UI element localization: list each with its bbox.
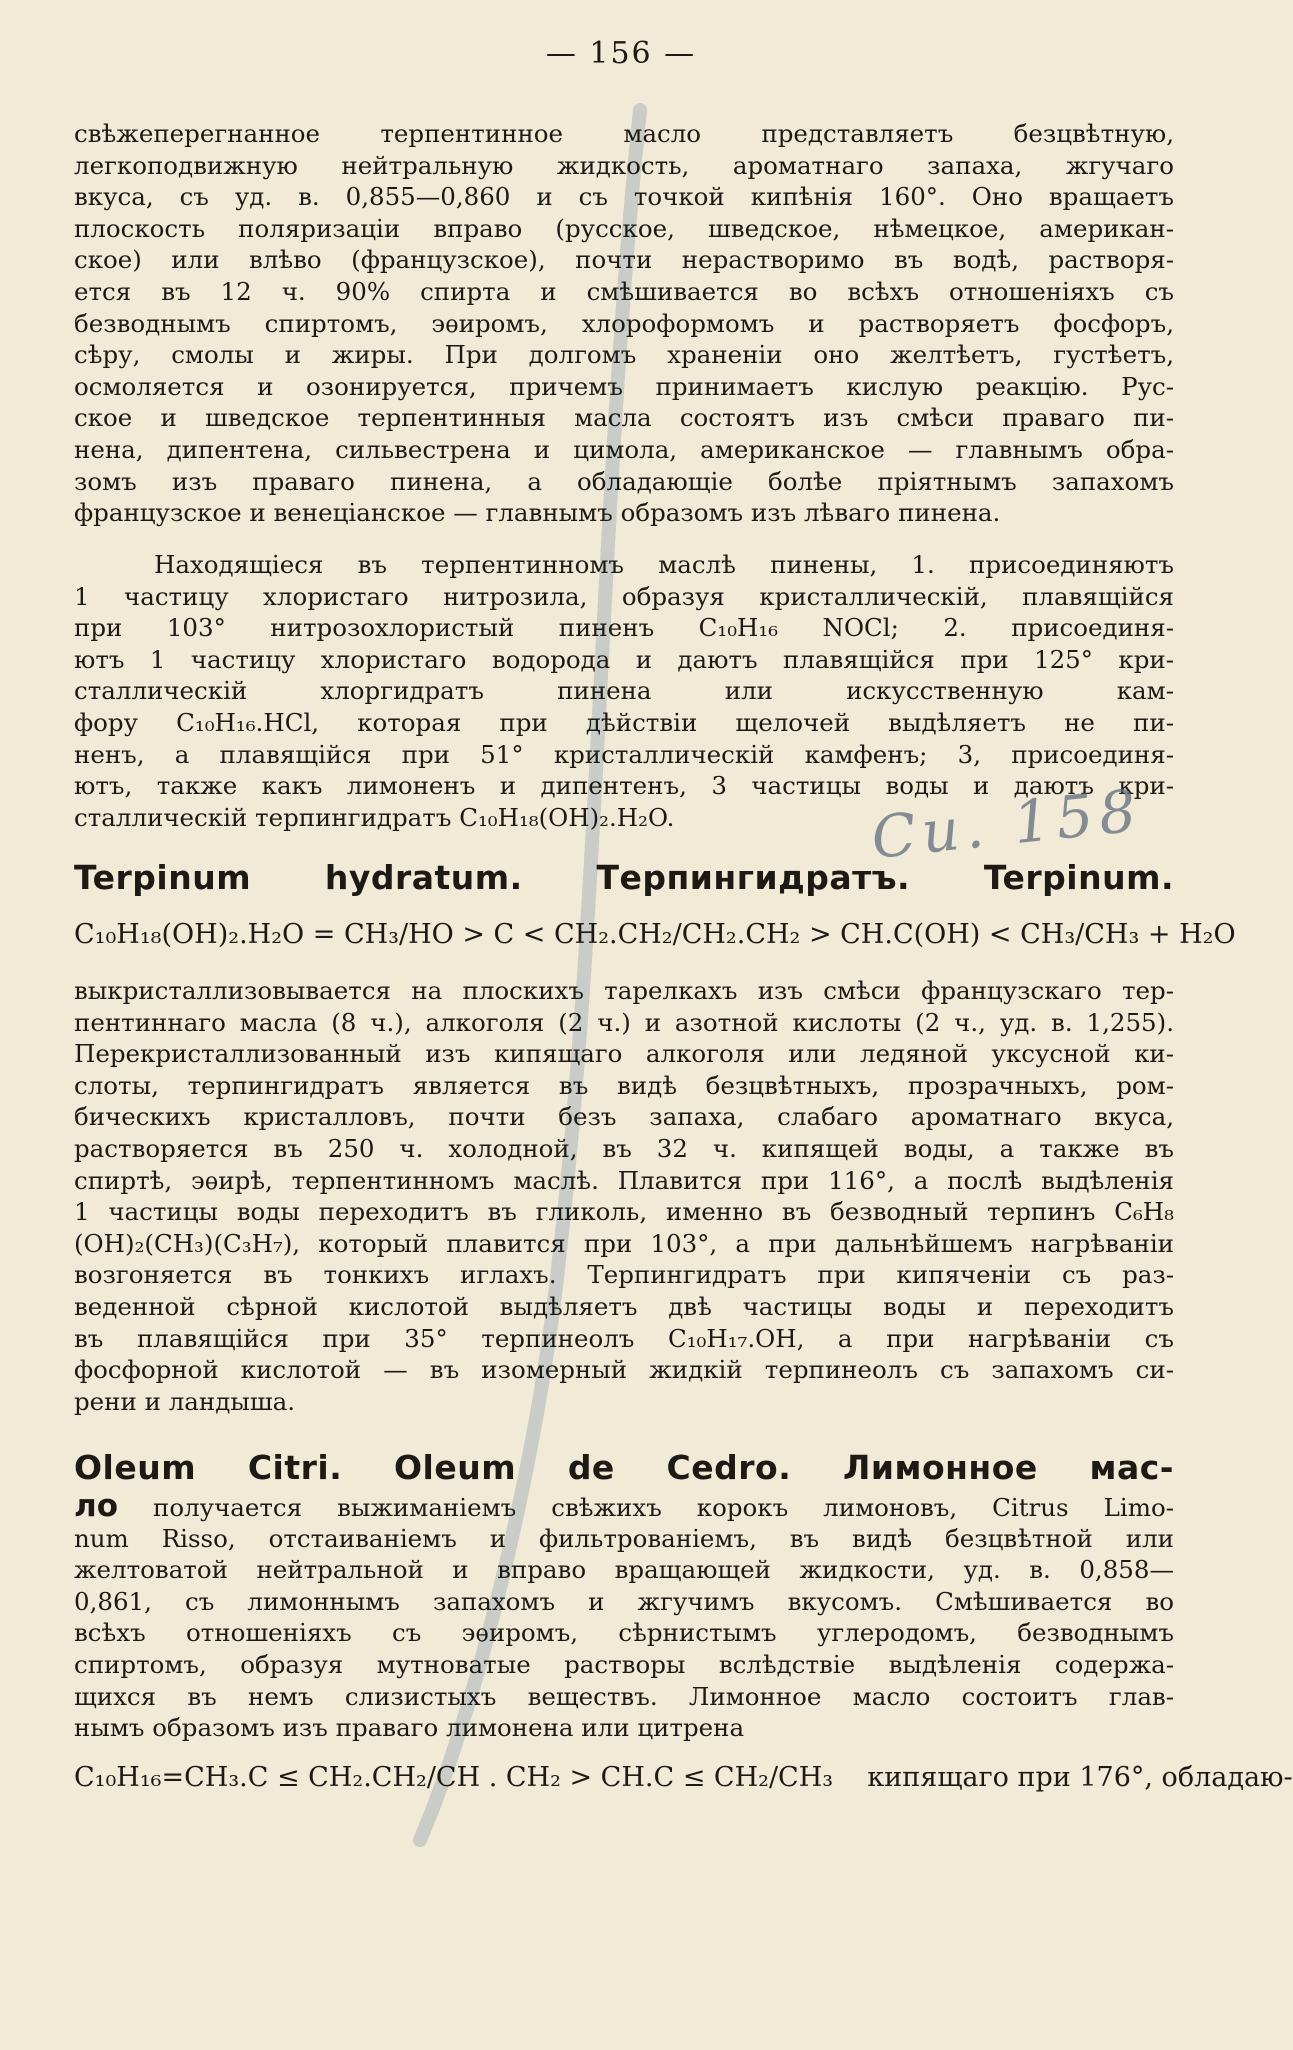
text-line: сѣру, смолы и жиры. При долгомъ храненіи оно желтѣетъ, густѣетъ, xyxy=(74,340,1174,370)
text-line: 1 частицы воды переходитъ въ гликоль, именно въ безводный терпинъ C₆H₈ xyxy=(74,1197,1174,1227)
text-line: рени и ландыша. xyxy=(74,1386,296,1416)
text-line: фосфорной кислотой — въ изомерный жидкій терпинеолъ съ запахомъ си- xyxy=(74,1355,1174,1385)
text-line: при 103° нитрозохлористый пиненъ C₁₀H₁₆ NOCl; 2. присоединя- xyxy=(74,613,1174,643)
text-line: (OH)₂(CH₃)(C₃H₇), который плавится при 103°, а при дальнѣйшемъ нагрѣваніи xyxy=(74,1228,1174,1258)
text-line: ется въ 12 ч. 90% спирта и смѣшивается во всѣхъ отношеніяхъ съ xyxy=(74,276,1174,306)
text-line: 1 частицу хлористаго нитрозила, образуя кристаллическій, плавящійся xyxy=(74,581,1174,611)
chemical-formula-limonene xyxy=(74,1744,1293,1812)
text-line: безводнымъ спиртомъ, эѳиромъ, хлороформомъ и растворяетъ фосфоръ, xyxy=(74,308,1174,338)
text-line: нымъ образомъ изъ праваго лимонена или цитрена xyxy=(74,1713,745,1743)
text-line: выкристаллизовывается на плоскихъ тарелкахъ изъ смѣси французскаго тер- xyxy=(74,976,1174,1005)
text-line: нена, дипентена, сильвестрена и цимола, американское — главнымъ обра- xyxy=(74,434,1174,464)
text-line: бическихъ кристалловъ, почти безъ запаха, слабаго ароматнаго вкуса, xyxy=(74,1102,1174,1132)
paragraph-turpentine-properties xyxy=(74,118,1174,529)
oleum-citri-block xyxy=(74,1445,1293,1812)
text-line: пентиннаго масла (8 ч.), алкоголя (2 ч.) и азотной кислоты (2 ч., уд. в. 1,255). xyxy=(74,1007,1174,1037)
text-line: веденной сѣрной кислотой выдѣляетъ двѣ частицы воды и переходитъ xyxy=(74,1291,1174,1321)
text-line: щихся въ немъ слизистыхъ веществъ. Лимонное масло состоитъ глав- xyxy=(74,1681,1174,1711)
chemical-formula-terpin-hydrate: C₁₀H₁₈(OH)₂.H₂O = CH₃/HO > C < CH₂.CH₂/CH₂.CH₂ > CH.C(OH) < CH₃/CH₃ + H₂O xyxy=(74,919,1236,950)
text-line: Перекристаллизованный изъ кипящаго алкоголя или ледяной уксусной ки- xyxy=(74,1039,1174,1069)
page-number: — 156 — xyxy=(545,36,697,71)
text-line: всѣхъ отношеніяхъ съ эѳиромъ, сѣрнистымъ углеродомъ, безводнымъ xyxy=(74,1618,1174,1648)
text-line: сталлическій терпингидратъ C₁₀H₁₈(OH)₂.H₂O. xyxy=(74,802,675,832)
text-line: получается выжиманіемъ свѣжихъ корокъ лимоновъ, Citrus Limo- xyxy=(118,1493,1174,1522)
text-line: num Risso, отстаиваніемъ и фильтрованіемъ, въ видѣ безцвѣтной или xyxy=(74,1523,1174,1553)
text-line: сталлическій хлоргидратъ пинена или искусственную кам- xyxy=(74,676,1174,706)
text-line: въ плавящійся при 35° терпинеолъ C₁₀H₁₇.OH, а при нагрѣваніи съ xyxy=(74,1323,1174,1353)
text-line: возгоняется въ тонкихъ иглахъ. Терпингидратъ при кипяченіи съ раз- xyxy=(74,1260,1174,1290)
text-line: растворяется въ 250 ч. холодной, въ 32 ч. кипящей воды, а также въ xyxy=(74,1133,1174,1163)
text-line: 0,861, съ лимоннымъ запахомъ и жгучимъ вкусомъ. Смѣшивается во xyxy=(74,1586,1174,1616)
text-line: слоты, терпингидратъ является въ видѣ безцвѣтныхъ, прозрачныхъ, ром- xyxy=(74,1070,1174,1100)
text-line: Находящіеся въ терпентинномъ маслѣ пинены, 1. присоединяютъ xyxy=(154,550,1174,579)
text-line: зомъ изъ праваго пинена, а обладающіе болѣе пріятнымъ запахомъ xyxy=(74,466,1174,496)
text-line: французское и венеціанское — главнымъ образомъ изъ лѣваго пинена. xyxy=(74,498,1001,528)
section-heading-oleum-citri: Oleum Citri. Oleum de Cedro. Лимонное мас- xyxy=(74,1448,1174,1487)
text-line: плоскость поляризаціи вправо (русское, шведское, нѣмецкое, американ- xyxy=(74,213,1174,243)
text-line: спиртѣ, эѳирѣ, терпентинномъ маслѣ. Плавится при 116°, а послѣ выдѣленія xyxy=(74,1165,1174,1195)
text-line: ютъ, также какъ лимоненъ и дипентенъ, 3 частицы воды и даютъ кри- xyxy=(74,771,1174,801)
terpinum-heading-block xyxy=(74,855,1236,969)
text-line: ское) или влѣво (французское), почти нерастворимо въ водѣ, растворя- xyxy=(74,245,1174,275)
text-line: ское и шведское терпентинныя масла состоятъ изъ смѣси праваго пи- xyxy=(74,403,1174,433)
text-line: желтоватой нейтральной и вправо вращающей жидкости, уд. в. 0,858— xyxy=(74,1555,1174,1585)
text-line: ненъ, а плавящійся при 51° кристаллическій камфенъ; 3, присоединя- xyxy=(74,739,1174,769)
handwritten-margin-note: Си. 158 xyxy=(867,776,1145,872)
text-line: легкоподвижную нейтральную жидкость, ароматнаго запаха, жгучаго xyxy=(74,150,1174,180)
text-line: фору C₁₀H₁₆.HCl, которая при дѣйствіи щелочей выдѣляетъ не пи- xyxy=(74,707,1174,737)
text-line: осмоляется и озонируется, причемъ принимаетъ кислую реакцію. Рус- xyxy=(74,371,1174,401)
formula-limonene: C₁₀H₁₆=CH₃.C ≤ CH₂.CH₂/CH . CH₂ > CH.C ≤ CH₂/CH₃ xyxy=(74,1761,834,1793)
text-line: спиртомъ, образуя мутноватые растворы вслѣдствіе выдѣленія содержа- xyxy=(74,1649,1174,1679)
paragraph-terpin-hydrate xyxy=(74,975,1174,1417)
text-line: ютъ 1 частицу хлористаго водорода и даютъ плавящійся при 125° кри- xyxy=(74,644,1174,674)
section-heading-terpinum: Terpinum hydratum. Терпингидратъ. Terpinum. xyxy=(74,858,1174,897)
formula-tail-text: кипящаго при 176°, обладаю- xyxy=(867,1761,1293,1793)
text-line: свѣжеперегнанное терпентинное масло представляетъ безцвѣтную, xyxy=(74,119,1174,148)
text-line: вкуса, съ уд. в. 0,855—0,860 и съ точкой кипѣнія 160°. Оно вращаетъ xyxy=(74,182,1174,212)
heading-continuation: ло xyxy=(74,1488,119,1524)
